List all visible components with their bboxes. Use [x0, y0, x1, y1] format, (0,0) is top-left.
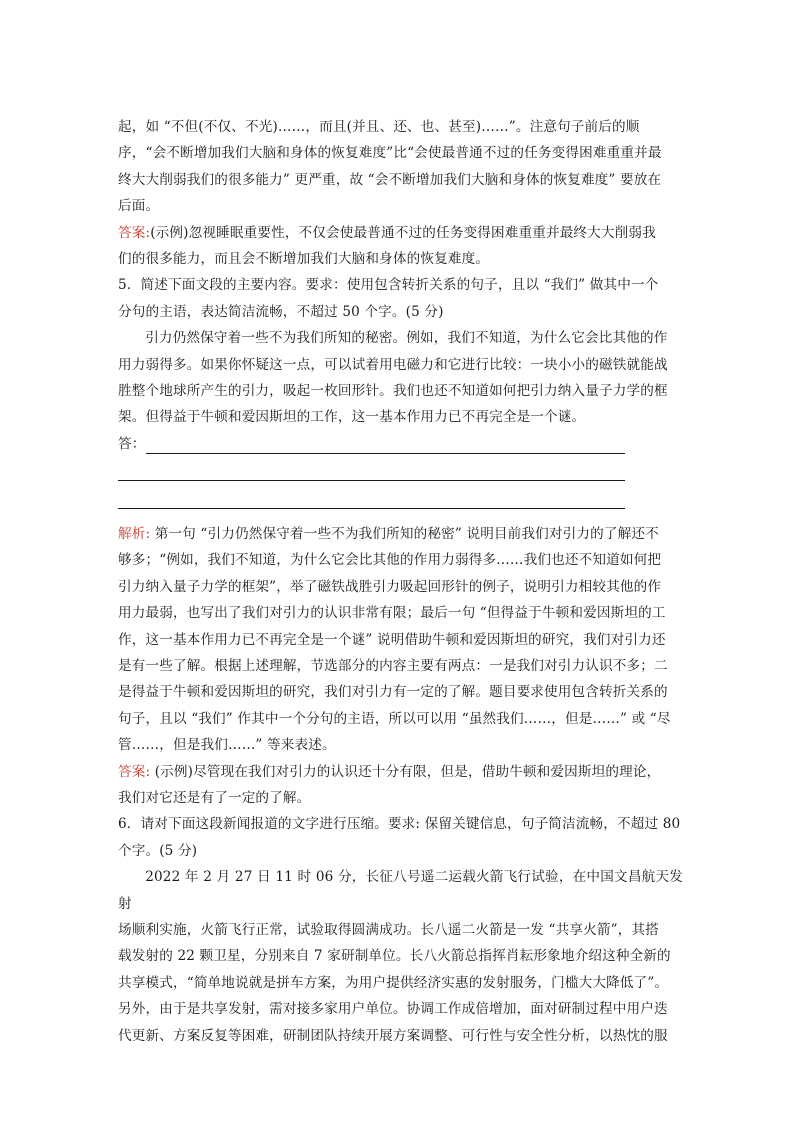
q5-passage-line: 胜整个地球所产生的引力，吸起一枚回形针。我们也还不知道如何把引力纳入量子力学的框 — [118, 383, 668, 400]
q5-analysis-line: 够多；“例如，我们不知道，为什么它会比其他的作用力弱得多……我们也还不知道如何把 — [118, 552, 662, 569]
answer-label: 答案: — [118, 224, 151, 241]
q4-answer — [118, 220, 683, 246]
q5-analysis-line: 作，这一基本作用力已不再完全是一个谜” 说明借助牛顿和爱因斯坦的研究，我们对引力还 — [118, 631, 666, 648]
q5-passage-line: 用力弱得多。如果你怀疑这一点，可以试着用电磁力和它进行比较：一块小小的磁铁就能战 — [118, 356, 668, 373]
analysis-label: 解析: — [118, 525, 151, 542]
q6-passage-line: 载发射的 22 颗卫星，分别来自 7 家研制单位。长八火箭总指挥肖耘形象地介绍这种全新的 — [118, 948, 671, 965]
answer-rule-1 — [146, 453, 625, 454]
q5-answer — [118, 759, 683, 785]
q4-analysis-line: 起，如 “不但(不仅、不光)……，而且(并且、还、也、甚至)……”。注意句子前后的顺 — [118, 119, 640, 135]
q5-analysis-line: 管……，但是我们……” 等来表述。 — [118, 737, 336, 754]
q5-analysis-line: 句子，且以 “我们” 作其中一个分句的主语，所以可以用 “虽然我们……，但是……” 或 “尽 — [118, 710, 671, 727]
q5-passage-line: 架。但得益于牛顿和爱因斯坦的工作，这一基本作用力已不再完全是一个谜。 — [118, 409, 586, 426]
q4-analysis-line: 终大大削弱我们的很多能力” 更严重，故 “会不断增加我们大脑和身体的恢复难度” 要放在 — [118, 171, 662, 188]
q5-question-line: 5．简述下面文段的主要内容。要求：使用包含转折关系的句子，且以 “我们” 做其中一个 — [118, 277, 659, 294]
q5-answer-text: (示例)尽管现在我们对引力的认识还十分有限，但是，借助牛顿和爱因斯坦的理论， — [150, 763, 661, 780]
q6-passage-line: 共享模式，“简单地说就是拼车方案，为用户提供经济实惠的发射服务，门槛大大降低了”。 — [118, 974, 669, 991]
q6-question-line: 6．请对下面这段新闻报道的文字进行压缩。要求: 保留关键信息，句子简洁流畅，不超过 80 — [118, 816, 681, 833]
q6-passage-line: 场顺利实施，火箭飞行正常，试验取得圆满成功。长八遥二火箭是一发 “共享火箭”，其搭 — [118, 921, 659, 938]
q4-analysis-line: 序，“会不断增加我们大脑和身体的恢复难度”比“会使最普通不过的任务变得困难重重并最 — [118, 145, 662, 162]
q5-analysis — [118, 521, 683, 547]
answer-rule-3 — [118, 508, 625, 509]
q5-passage-line: 引力仍然保守着一些不为我们所知的秘密。例如，我们不知道，为什么它会比其他的作 — [145, 330, 668, 347]
q5-analysis-text: 第一句 “引力仍然保守着一些不为我们所知的秘密” 说明目前我们对引力的了解还不 — [150, 525, 659, 542]
q5-analysis-line: 用力最弱，也写出了我们对引力的认识非常有限；最后一句 “但得益于牛顿和爱因斯坦的工 — [118, 605, 666, 622]
answer-prefix: 答： — [118, 435, 146, 452]
q5-analysis-line: 引力纳入量子力学的框架”，举了磁铁战胜引力吸起回形针的例子，说明引力相较其他的作 — [118, 578, 662, 595]
page-content — [118, 114, 683, 1049]
q5-analysis-line: 是有一些了解。根据上述理解，节选部分的内容主要有两点：一是我们对引力认识不多；二 — [118, 657, 668, 674]
q6-passage-line: 2022 年 2 月 27 日 11 时 06 分，长征八号遥二运载火箭飞行试验，在中国文昌航天发射 — [118, 869, 683, 912]
q4-answer-line: 们的很多能力，而且会不断增加我们大脑和身体的恢复难度。 — [118, 251, 490, 268]
q5-analysis-line: 是得益于牛顿和爱因斯坦的研究，我们对引力有一定的了解。题目要求使用包含转折关系的 — [118, 684, 668, 701]
q6-passage-line: 代更新、方案反复等困难，研制团队持续开展方案调整、可行性与安全性分析，以热忱的服 — [118, 1027, 668, 1044]
q4-analysis-line: 后面。 — [118, 198, 160, 215]
q4-answer-text: (示例)忽视睡眠重要性，不仅会使最普通不过的任务变得困难重重并最终大大削弱我 — [150, 224, 656, 241]
q5-answer-blank[interactable] — [118, 431, 683, 513]
answer-rule-2 — [118, 480, 625, 481]
answer-label: 答案: — [118, 763, 151, 780]
q5-answer-line: 我们对它还是有了一定的了解。 — [118, 789, 311, 806]
q6-passage-line: 另外，由于是共享发射，需对接多家用户单位。协调工作成倍增加，面对研制过程中用户迭 — [118, 1001, 668, 1018]
q6-question-line: 个字。(5 分) — [118, 842, 198, 859]
q5-question-line: 分句的主语，表达简洁流畅，不超过 50 个字。(5 分) — [118, 303, 444, 320]
